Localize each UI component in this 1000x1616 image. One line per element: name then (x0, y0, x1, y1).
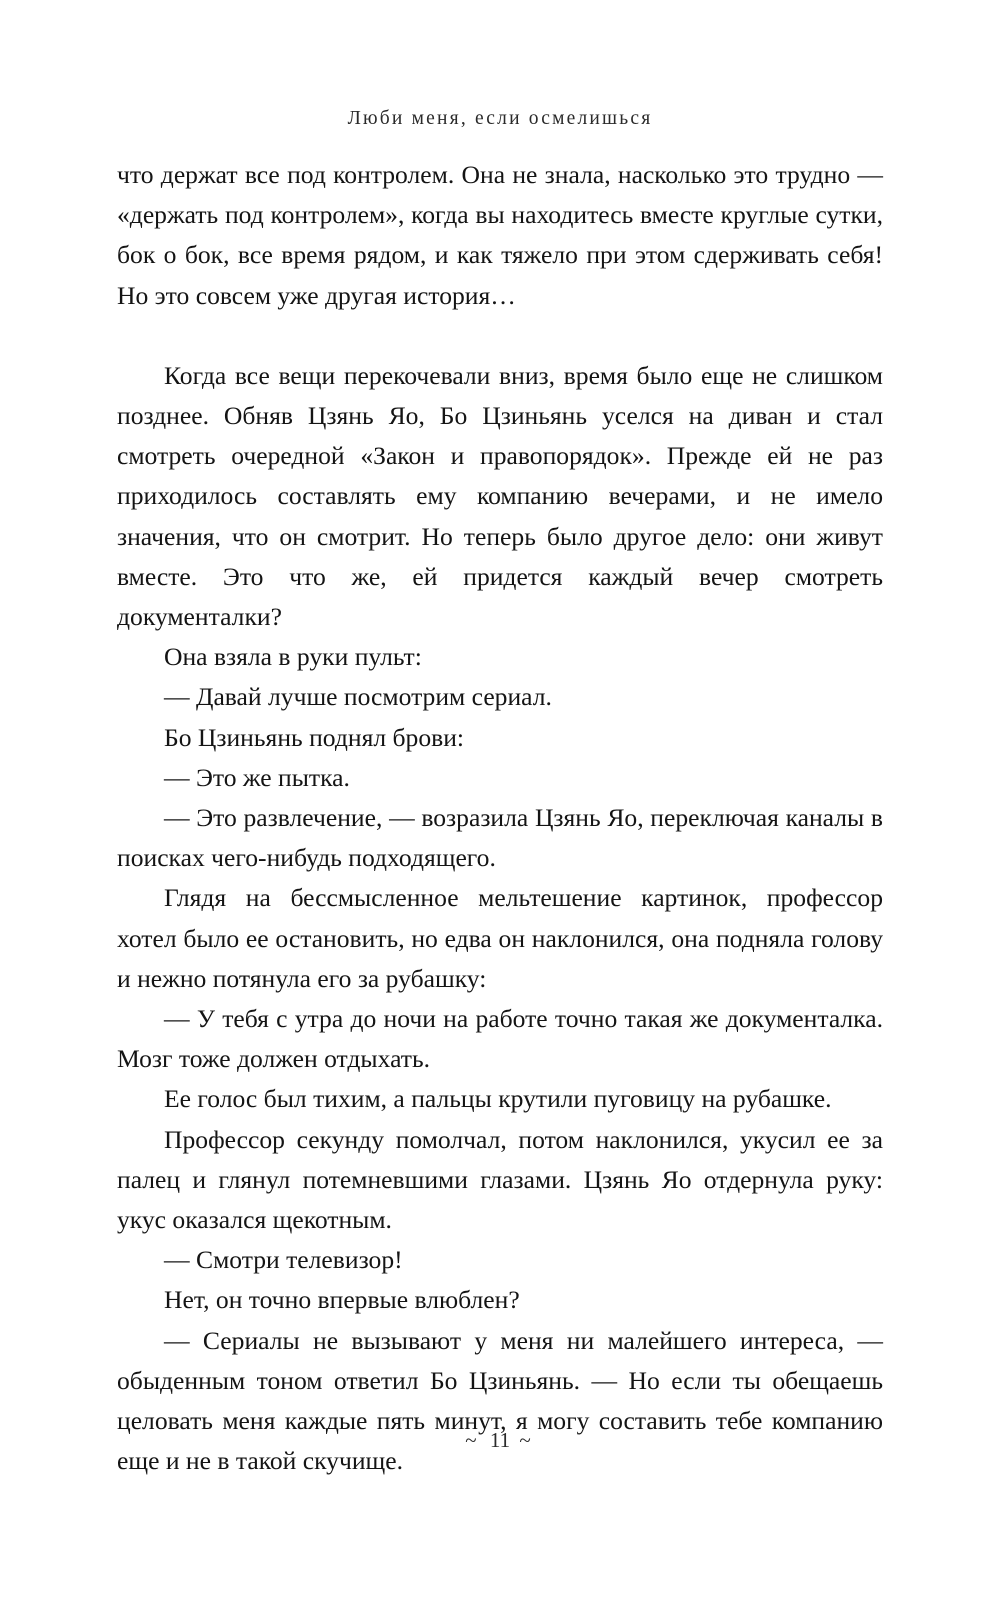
paragraph: Бо Цзиньянь поднял брови: (164, 722, 465, 752)
folio-ornament-right: ~ (519, 1428, 535, 1452)
folio-ornament-left: ~ (465, 1428, 481, 1452)
paragraph: — Это же пытка. (164, 762, 350, 792)
paragraph: Нет, он точно впервые влюблен? (164, 1285, 520, 1315)
paragraph: Профессор секунду помолчал, потом наклонился, укусил ее за палец и глянул потемневшими глазами. Цзянь Яо отдернула руку: укус оказался щекотным. (117, 1124, 883, 1235)
paragraph: Когда все вещи перекочевали вниз, время было еще не слишком позднее. Обняв Цзянь Яо, Бо Цзиньянь уселся на диван и стал смотреть очередной «Закон и правопорядок». Прежде ей не раз приходилось составлять ему компанию вечерами, и не имело значения, что он смотрит. Но теперь было другое дело: они живут вместе. Это что же, ей придется каждый вечер смотреть документалки? (117, 360, 883, 632)
paragraph: Она взяла в руки пульт: (164, 642, 422, 672)
paragraph: — Давай лучше посмотрим сериал. (164, 682, 552, 712)
running-head: Люби меня, если осмелишься (347, 108, 653, 129)
paragraph: — Сериалы не вызывают у меня ни малейшего интереса, — обыденным тоном ответил Бо Цзиньянь. — Но если ты обещаешь целовать меня каждые пять минут, я могу составить тебе компанию еще и не в такой скучище. (117, 1325, 883, 1476)
paragraph: — Смотри телевизор! (164, 1245, 403, 1275)
body-text (117, 155, 883, 1482)
paragraph: Глядя на бессмысленное мельтешение картинок, профессор хотел было ее остановить, но едва он наклонился, она подняла голову и нежно потянула его за рубашку: (117, 883, 883, 993)
paragraph: — У тебя с утра до ночи на работе точно такая же документалка. Мозг тоже должен отдыхать. (117, 1004, 883, 1074)
page-folio (0, 1428, 1000, 1453)
paragraph: что держат все под контролем. Она не знала, насколько это трудно — «держать под контролем», когда вы находитесь вместе круглые сутки, бок о бок, все время рядом, и как тяжело при этом сдерживать себя! Но это совсем уже другая история… (117, 160, 883, 310)
page-number: 11 (489, 1428, 511, 1452)
paragraph: Ее голос был тихим, а пальцы крутили пуговицу на рубашке. (164, 1084, 832, 1114)
paragraph: — Это развлечение, — возразила Цзянь Яо, переключая каналы в поисках чего-нибудь подходящего. (117, 803, 883, 873)
